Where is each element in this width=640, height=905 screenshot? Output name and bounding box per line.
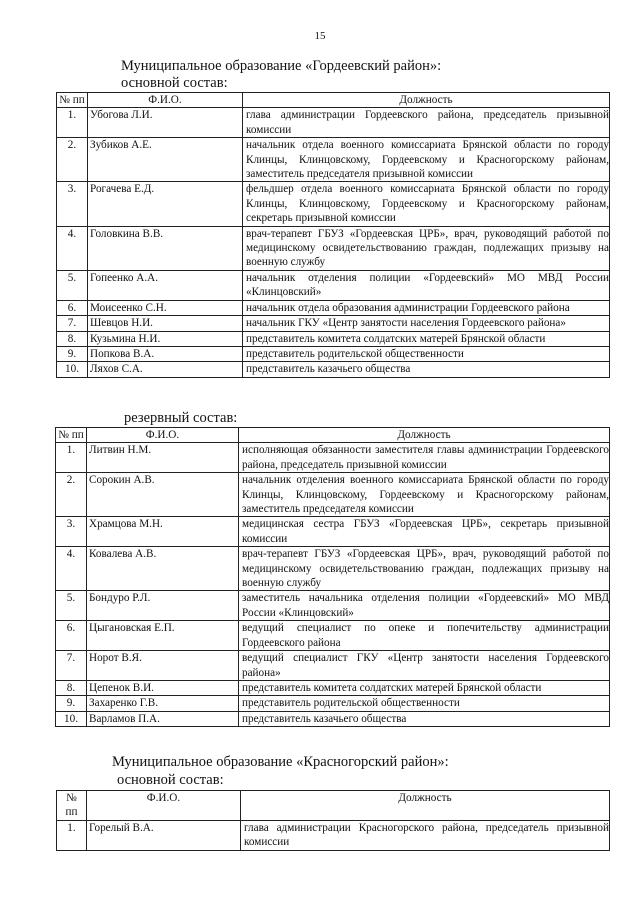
- member-position: глава администрации Гордеевского района, председатель призывной комиссии: [243, 108, 610, 138]
- member-position: ведущий специалист ГКУ «Центр занятости населения Гордеевского района»: [239, 651, 610, 681]
- table-row: [57, 182, 610, 226]
- table-row: [57, 300, 610, 315]
- table-row: [56, 621, 610, 651]
- section-title-gordeevsky: Муниципальное образование «Гордеевский район»:: [121, 58, 442, 74]
- row-number: 10.: [56, 711, 87, 726]
- gordeevsky-reserve-table: [55, 427, 610, 727]
- col-header-fio: Ф.И.О.: [87, 428, 239, 443]
- member-name: Сорокин А.В.: [87, 473, 239, 517]
- member-position: медицинская сестра ГБУЗ «Гордеевская ЦРБ», секретарь призывной комиссии: [239, 517, 610, 547]
- member-name: Головкина В.В.: [88, 226, 243, 270]
- member-name: Бондуро Р.Л.: [87, 591, 239, 621]
- member-name: Варламов П.А.: [87, 711, 239, 726]
- member-name: Шевцов Н.И.: [88, 316, 243, 331]
- row-number: 9.: [56, 696, 87, 711]
- table-row: [56, 651, 610, 681]
- member-name: Ковалева А.В.: [87, 547, 239, 591]
- table-row: [56, 473, 610, 517]
- col-header-fio: Ф.И.О.: [88, 93, 243, 108]
- member-position: представитель комитета солдатских матерей Брянской области: [239, 680, 610, 695]
- table-row: [57, 108, 610, 138]
- row-number: 9.: [57, 346, 88, 361]
- member-position: заместитель начальника отделения полиции «Гордеевский» МО МВД России «Клинцовский»: [239, 591, 610, 621]
- col-header-num: № пп: [57, 93, 88, 108]
- member-name: Ляхов С.А.: [88, 362, 243, 377]
- row-number: 1.: [56, 443, 87, 473]
- row-number: 1.: [57, 108, 88, 138]
- table-header-row: [57, 93, 610, 108]
- member-position: начальник ГКУ «Центр занятости населения Гордеевского района»: [243, 316, 610, 331]
- member-position: начальник отделения полиции «Гордеевский» МО МВД России «Клинцовский»: [243, 270, 610, 300]
- row-number: 10.: [57, 362, 88, 377]
- table-row: [57, 362, 610, 377]
- member-position: глава администрации Красногорского района, председатель призывной комиссии: [241, 820, 610, 850]
- row-number: 8.: [56, 680, 87, 695]
- row-number: 6.: [56, 621, 87, 651]
- table-row: [57, 270, 610, 300]
- table-row: [56, 591, 610, 621]
- table-row: [57, 226, 610, 270]
- table-header-row: [57, 791, 610, 821]
- row-number: 6.: [57, 300, 88, 315]
- member-name: Горелый В.А.: [87, 820, 241, 850]
- table-row: [56, 547, 610, 591]
- member-name: Рогачева Е.Д.: [88, 182, 243, 226]
- row-number: 4.: [57, 226, 88, 270]
- member-name: Храмцова М.Н.: [87, 517, 239, 547]
- member-name: Кузьмина Н.И.: [88, 331, 243, 346]
- member-position: исполняющая обязанности заместителя главы администрации Гордеевского района, председатель призывной комиссии: [239, 443, 610, 473]
- col-header-position: Должность: [243, 93, 610, 108]
- row-number: 3.: [56, 517, 87, 547]
- member-name: Цыгановская Е.П.: [87, 621, 239, 651]
- krasnogorsky-main-table: [56, 790, 610, 851]
- row-number: 4.: [56, 547, 87, 591]
- member-name: Попкова В.А.: [88, 346, 243, 361]
- row-number: 7.: [56, 651, 87, 681]
- member-position: врач-терапевт ГБУЗ «Гордеевская ЦРБ», врач, руководящий работой по медицинскому освидетельствованию граждан, подлежащих призыву на военную службу: [239, 547, 610, 591]
- member-position: начальник отдела военного комиссариата Брянской области по городу Клинцы, Клинцовскому, Гордеевскому и Красногорскому районам, заместитель председателя призывной комиссии: [243, 138, 610, 182]
- member-position: ведущий специалист по опеке и попечительству администрации Гордеевского района: [239, 621, 610, 651]
- table-row: [56, 443, 610, 473]
- gordeevsky-main-table: [56, 92, 610, 378]
- row-number: 1.: [57, 820, 87, 850]
- row-number: 5.: [57, 270, 88, 300]
- member-name: Захаренко Г.В.: [87, 696, 239, 711]
- member-name: Гопеенко А.А.: [88, 270, 243, 300]
- member-position: врач-терапевт ГБУЗ «Гордеевская ЦРБ», врач, руководящий работой по медицинскому освидетельствованию граждан, подлежащих призыву на военную службу: [243, 226, 610, 270]
- member-name: Убогова Л.И.: [88, 108, 243, 138]
- table-row: [57, 346, 610, 361]
- member-position: начальник отделения военного комиссариата Брянской области по городу Клинцы, Клинцовскому, Гордеевскому и Красногорскому районам, заместитель председателя комиссии: [239, 473, 610, 517]
- member-name: Литвин Н.М.: [87, 443, 239, 473]
- section-title-krasnogorsky: Муниципальное образование «Красногорский район»:: [112, 754, 449, 770]
- col-header-num: № пп: [56, 428, 87, 443]
- table-row: [57, 138, 610, 182]
- reserve-composition-label: резервный состав:: [124, 410, 238, 426]
- table-row: [57, 331, 610, 346]
- col-header-position: Должность: [239, 428, 610, 443]
- member-name: Цепенок В.И.: [87, 680, 239, 695]
- member-name: Зубиков А.Е.: [88, 138, 243, 182]
- row-number: 3.: [57, 182, 88, 226]
- page-number: 15: [314, 30, 326, 42]
- main-composition-label: основной состав:: [121, 75, 228, 91]
- table-row: [57, 316, 610, 331]
- member-name: Моисеенко С.Н.: [88, 300, 243, 315]
- row-number: 2.: [56, 473, 87, 517]
- col-header-fio: Ф.И.О.: [87, 791, 241, 821]
- member-position: фельдшер отдела военного комиссариата Брянской области по городу Клинцы, Клинцовскому, Гордеевскому и Красногорскому районам, секретарь призывной комиссии: [243, 182, 610, 226]
- main-composition-label: основной состав:: [117, 772, 224, 788]
- table-row: [56, 517, 610, 547]
- col-header-position: Должность: [241, 791, 610, 821]
- row-number: 8.: [57, 331, 88, 346]
- member-position: начальник отдела образования администрации Гордеевского района: [243, 300, 610, 315]
- member-position: представитель комитета солдатских матерей Брянской области: [243, 331, 610, 346]
- table-row: [56, 680, 610, 695]
- row-number: 5.: [56, 591, 87, 621]
- member-position: представитель казачьего общества: [239, 711, 610, 726]
- col-header-num: № пп: [57, 791, 87, 821]
- table-header-row: [56, 428, 610, 443]
- table-row: [56, 711, 610, 726]
- member-position: представитель родительской общественности: [239, 696, 610, 711]
- table-row: [56, 696, 610, 711]
- member-name: Норот В.Я.: [87, 651, 239, 681]
- row-number: 2.: [57, 138, 88, 182]
- table-row: [57, 820, 610, 850]
- row-number: 7.: [57, 316, 88, 331]
- member-position: представитель родительской общественности: [243, 346, 610, 361]
- member-position: представитель казачьего общества: [243, 362, 610, 377]
